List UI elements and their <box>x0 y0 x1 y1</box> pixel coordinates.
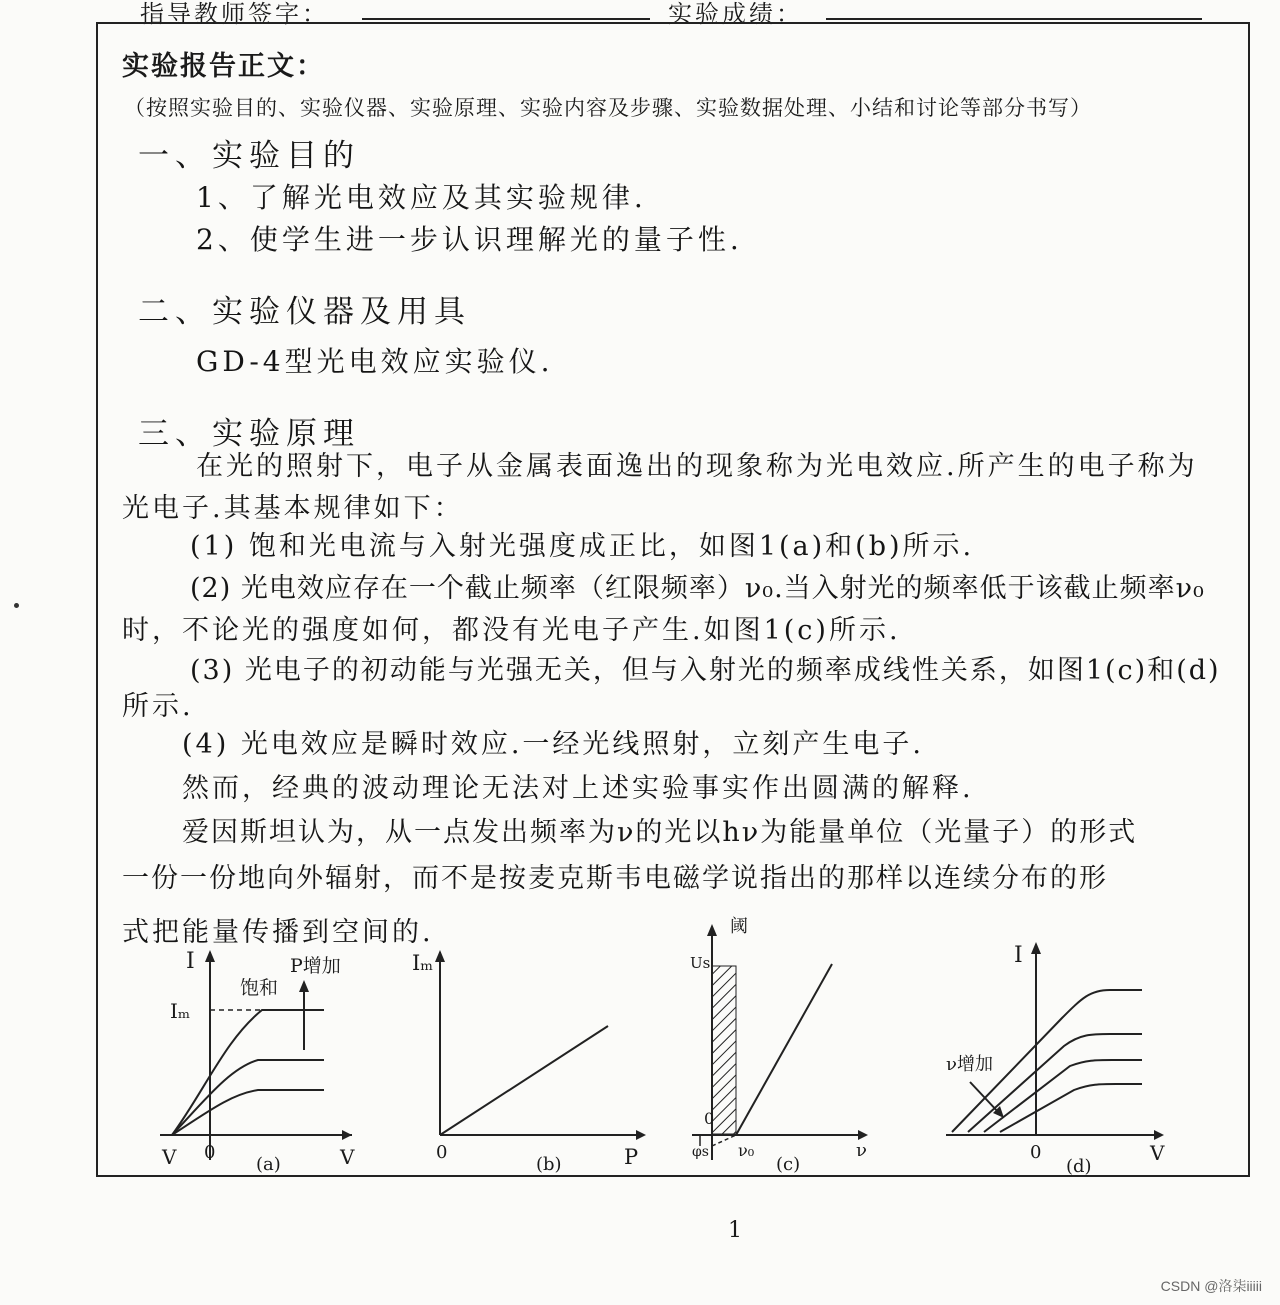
principle-line-10: 爱因斯坦认为，从一点发出频率为ν的光以hν为能量单位（光量子）的形式 <box>182 817 1138 848</box>
section-title-instruments: 二、实验仪器及用具 <box>138 294 471 330</box>
instrument-item-1: GD-4型光电效应实验仪. <box>196 345 554 378</box>
fig-b-origin: 0 <box>436 1142 448 1163</box>
principle-line-3: (1) 饱和光电流与入射光强度成正比，如图1(a)和(b)所示. <box>190 531 975 562</box>
fig-a-ylabel: I <box>186 949 195 974</box>
fig-d-curve-4 <box>1000 1084 1142 1132</box>
fig-c-ylabel: Us <box>690 954 711 972</box>
report-heading: 实验报告正文： <box>122 51 325 82</box>
fig-a-curve-low <box>172 1090 324 1135</box>
section-title-purpose: 一、实验目的 <box>138 138 360 174</box>
section-title-principle: 三、实验原理 <box>138 416 360 452</box>
principle-line-11: 一份一份地向外辐射，而不是按麦克斯韦电磁学说指出的那样以连续分布的形 <box>122 863 1108 894</box>
principle-line-7: 所示. <box>122 691 194 722</box>
fig-b-y-arrow <box>435 950 445 962</box>
fig-d-nu-label: ν增加 <box>946 1054 993 1075</box>
fig-a-caption: (a) <box>256 1154 281 1175</box>
principle-line-4: (2) 光电效应存在一个截止频率（红限频率）ν₀.当入射光的频率低于该截止频率ν₀ <box>190 573 1205 604</box>
fig-b-x-arrow <box>636 1130 646 1140</box>
fig-b-xlabel: P <box>624 1145 639 1169</box>
fig-d-ylabel: I <box>1014 943 1023 968</box>
fig-c-v0-label: ν₀ <box>738 1141 755 1160</box>
fig-d-y-arrow <box>1031 942 1041 954</box>
principle-line-6: (3) 光电子的初动能与光强无关，但与入射光的频率成线性关系，如图1(c)和(d) <box>190 655 1221 686</box>
fig-c-y-arrow <box>707 924 717 936</box>
figure-a <box>160 949 355 1175</box>
fig-c-hatched-region <box>712 966 736 1134</box>
fig-b-ylabel: Iₘ <box>412 951 434 975</box>
fig-b-line <box>440 1026 608 1135</box>
purpose-item-2: 2、使学生进一步认识理解光的量子性. <box>196 223 743 256</box>
fig-d-xlabel: V <box>1150 1141 1165 1165</box>
fig-c-x-arrow <box>858 1130 868 1140</box>
grade-label: 实验成绩： <box>668 0 803 28</box>
fig-a-y-arrow <box>205 950 215 962</box>
principle-line-5: 时，不论光的强度如何，都没有光电子产生.如图1(c)所示. <box>122 615 901 646</box>
watermark: CSDN @洛柒iiiii <box>1160 1278 1262 1294</box>
purpose-item-1: 1、了解光电效应及其实验规律. <box>196 181 647 214</box>
teacher-signature-label: 指导教师签字： <box>140 0 329 28</box>
fig-a-curve-mid <box>172 1060 324 1135</box>
fig-a-p-label: P增加 <box>290 955 341 977</box>
fig-c-caption: (c) <box>776 1154 801 1175</box>
fig-a-xlabel: V <box>340 1145 355 1169</box>
fig-a-p-arrow-head <box>299 980 309 992</box>
principle-line-9: 然而，经典的波动理论无法对上述实验事实作出圆满的解释. <box>182 773 974 804</box>
principle-line-2: 光电子.其基本规律如下： <box>122 493 464 524</box>
fig-a-saturation-label: 饱和 <box>240 977 279 999</box>
fig-c-line <box>736 964 832 1135</box>
fig-d-caption: (d) <box>1066 1156 1092 1177</box>
page-number: 1 <box>728 1218 742 1243</box>
principle-line-1: 在光的照射下，电子从金属表面逸出的现象称为光电效应.所产生的电子称为 <box>196 451 1198 482</box>
principle-line-12: 式把能量传播到空间的. <box>122 917 434 948</box>
fig-d-curve-2 <box>968 1034 1142 1132</box>
fig-c-xlabel: ν <box>856 1140 867 1161</box>
figure-c <box>690 916 868 1175</box>
figure-b <box>412 950 646 1175</box>
fig-d-origin: 0 <box>1030 1142 1042 1163</box>
fig-b-caption: (b) <box>536 1154 562 1175</box>
fig-a-x-arrow <box>342 1130 352 1140</box>
fig-a-im-label: Iₘ <box>170 999 191 1023</box>
fig-a-origin: 0 <box>204 1142 216 1163</box>
fig-a-curve-high <box>172 1010 324 1135</box>
fig-d-x-arrow <box>1154 1130 1164 1140</box>
fig-c-phi-label: φs <box>692 1144 709 1160</box>
figure-d <box>946 942 1165 1177</box>
fig-c-origin: 0 <box>704 1109 715 1128</box>
fig-c-extension <box>712 1135 736 1146</box>
fig-c-top-label: 阈 <box>730 916 748 937</box>
report-instruction: （按照实验目的、实验仪器、实验原理、实验内容及步骤、实验数据处理、小结和讨论等部分书写） <box>124 96 1092 120</box>
fig-a-negx-label: V <box>162 1145 177 1169</box>
principle-line-8: (4) 光电效应是瞬时效应.一经光线照射，立刻产生电子. <box>182 729 924 760</box>
